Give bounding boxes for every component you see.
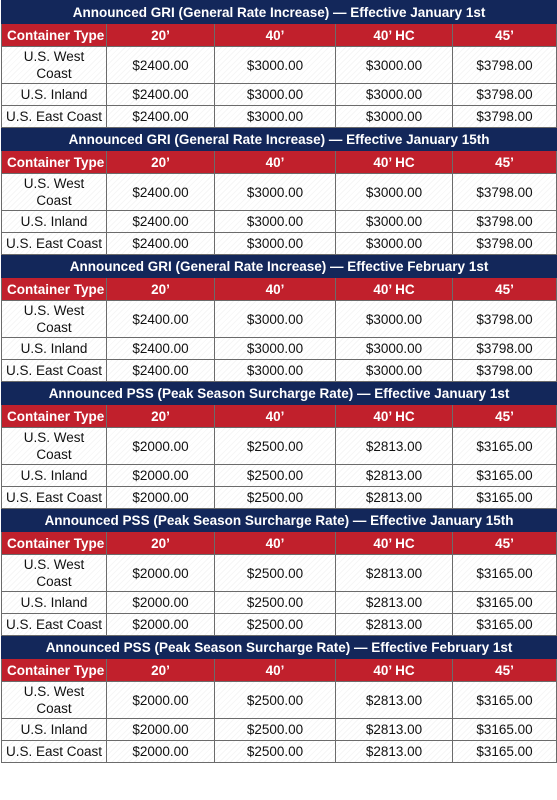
column-header-container-type: Container Type [2,151,107,174]
header-row [2,532,557,555]
column-header-20ft: 20’ [107,151,215,174]
table-row [2,233,557,255]
rate-cell-40ft-hc: $3000.00 [336,106,453,128]
column-header-40ft-hc: 40’ HC [336,278,453,301]
table-row [2,592,557,614]
rate-cell-40ft-hc: $3000.00 [336,84,453,106]
rate-cell-45ft: $3798.00 [453,174,557,211]
rate-cell-40ft: $2500.00 [215,465,336,487]
rate-cell-45ft: $3798.00 [453,211,557,233]
rate-cell-40ft: $2500.00 [215,555,336,592]
rate-cell-40ft: $3000.00 [215,47,336,84]
column-header-40ft-hc: 40’ HC [336,24,453,47]
rate-cell-40ft-hc: $2813.00 [336,614,453,636]
rate-cell-40ft-hc: $2813.00 [336,592,453,614]
rate-cell-20ft: $2000.00 [107,614,215,636]
rate-cell-40ft-hc: $2813.00 [336,487,453,509]
rate-cell-40ft: $2500.00 [215,682,336,719]
region-cell: U.S. Inland [2,338,107,360]
region-cell: U.S. East Coast [2,106,107,128]
section-title-row [2,382,557,405]
rate-cell-40ft: $2500.00 [215,487,336,509]
section-title: Announced GRI (General Rate Increase) — Effective February 1st [2,255,557,278]
region-cell: U.S. East Coast [2,360,107,382]
rate-cell-20ft: $2400.00 [107,211,215,233]
rate-cell-45ft: $3165.00 [453,487,557,509]
region-cell: U.S. East Coast [2,741,107,763]
rate-cell-20ft: $2400.00 [107,106,215,128]
rate-cell-40ft: $3000.00 [215,84,336,106]
rate-cell-45ft: $3798.00 [453,106,557,128]
table-row [2,682,557,719]
rate-cell-45ft: $3798.00 [453,301,557,338]
rate-cell-20ft: $2400.00 [107,338,215,360]
rate-cell-45ft: $3798.00 [453,360,557,382]
rate-cell-40ft-hc: $3000.00 [336,360,453,382]
region-cell: U.S. East Coast [2,614,107,636]
rate-cell-40ft: $2500.00 [215,614,336,636]
section-title-row [2,636,557,659]
column-header-container-type: Container Type [2,659,107,682]
section-title-row [2,128,557,151]
column-header-45ft: 45’ [453,151,557,174]
region-cell: U.S. West Coast [2,555,107,592]
rate-cell-40ft-hc: $2813.00 [336,682,453,719]
rate-cell-20ft: $2400.00 [107,233,215,255]
rate-cell-40ft: $2500.00 [215,741,336,763]
header-row [2,405,557,428]
rate-cell-20ft: $2400.00 [107,301,215,338]
table-row [2,174,557,211]
column-header-45ft: 45’ [453,405,557,428]
rate-cell-20ft: $2000.00 [107,719,215,741]
region-cell: U.S. Inland [2,84,107,106]
column-header-20ft: 20’ [107,278,215,301]
region-cell: U.S. West Coast [2,428,107,465]
rate-cell-40ft: $2500.00 [215,428,336,465]
rate-table-body [2,1,557,763]
rate-cell-45ft: $3165.00 [453,465,557,487]
rate-cell-40ft: $3000.00 [215,338,336,360]
rate-cell-40ft: $3000.00 [215,106,336,128]
rate-cell-45ft: $3798.00 [453,338,557,360]
rate-cell-40ft-hc: $2813.00 [336,719,453,741]
rate-cell-40ft: $2500.00 [215,592,336,614]
table-row [2,47,557,84]
column-header-40ft: 40’ [215,24,336,47]
rate-cell-20ft: $2400.00 [107,84,215,106]
column-header-45ft: 45’ [453,532,557,555]
table-row [2,555,557,592]
rate-cell-45ft: $3798.00 [453,84,557,106]
rate-cell-40ft: $3000.00 [215,301,336,338]
table-row [2,614,557,636]
rate-cell-20ft: $2400.00 [107,174,215,211]
region-cell: U.S. Inland [2,465,107,487]
rate-cell-45ft: $3798.00 [453,233,557,255]
rate-cell-45ft: $3165.00 [453,682,557,719]
rate-cell-20ft: $2000.00 [107,592,215,614]
rate-cell-40ft: $3000.00 [215,211,336,233]
section-title-row [2,1,557,24]
rate-cell-40ft-hc: $2813.00 [336,741,453,763]
rate-cell-40ft-hc: $2813.00 [336,428,453,465]
section-title: Announced GRI (General Rate Increase) — Effective January 15th [2,128,557,151]
rate-cell-40ft-hc: $3000.00 [336,47,453,84]
rate-cell-40ft-hc: $2813.00 [336,465,453,487]
column-header-40ft: 40’ [215,151,336,174]
table-row [2,211,557,233]
section-title: Announced GRI (General Rate Increase) — Effective January 1st [2,1,557,24]
table-row [2,338,557,360]
rate-cell-40ft-hc: $3000.00 [336,233,453,255]
table-row [2,487,557,509]
rate-cell-20ft: $2000.00 [107,465,215,487]
table-row [2,465,557,487]
section-title: Announced PSS (Peak Season Surcharge Rate) — Effective January 15th [2,509,557,532]
header-row [2,24,557,47]
column-header-40ft-hc: 40’ HC [336,151,453,174]
rate-cell-40ft: $3000.00 [215,233,336,255]
column-header-45ft: 45’ [453,278,557,301]
region-cell: U.S. West Coast [2,301,107,338]
column-header-20ft: 20’ [107,659,215,682]
rate-cell-40ft: $3000.00 [215,360,336,382]
rate-cell-40ft-hc: $3000.00 [336,301,453,338]
section-title: Announced PSS (Peak Season Surcharge Rate) — Effective February 1st [2,636,557,659]
rate-cell-40ft-hc: $3000.00 [336,174,453,211]
region-cell: U.S. East Coast [2,233,107,255]
region-cell: U.S. West Coast [2,47,107,84]
rate-cell-20ft: $2000.00 [107,741,215,763]
table-row [2,741,557,763]
rate-cell-20ft: $2000.00 [107,682,215,719]
section-title-row [2,509,557,532]
table-row [2,106,557,128]
column-header-40ft-hc: 40’ HC [336,659,453,682]
column-header-40ft: 40’ [215,532,336,555]
header-row [2,151,557,174]
rate-cell-45ft: $3165.00 [453,555,557,592]
rate-cell-40ft-hc: $2813.00 [336,555,453,592]
rate-cell-45ft: $3165.00 [453,741,557,763]
rate-cell-20ft: $2000.00 [107,428,215,465]
region-cell: U.S. West Coast [2,682,107,719]
column-header-40ft: 40’ [215,405,336,428]
region-cell: U.S. Inland [2,211,107,233]
rate-cell-40ft: $2500.00 [215,719,336,741]
rate-cell-40ft-hc: $3000.00 [336,211,453,233]
table-row [2,428,557,465]
table-row [2,360,557,382]
section-title-row [2,255,557,278]
column-header-20ft: 20’ [107,532,215,555]
rate-cell-45ft: $3798.00 [453,47,557,84]
column-header-20ft: 20’ [107,24,215,47]
rate-cell-40ft-hc: $3000.00 [336,338,453,360]
column-header-40ft: 40’ [215,659,336,682]
column-header-container-type: Container Type [2,24,107,47]
rate-cell-45ft: $3165.00 [453,428,557,465]
region-cell: U.S. Inland [2,592,107,614]
region-cell: U.S. Inland [2,719,107,741]
rate-table [1,0,557,763]
section-title: Announced PSS (Peak Season Surcharge Rate) — Effective January 1st [2,382,557,405]
column-header-45ft: 45’ [453,659,557,682]
rate-cell-20ft: $2000.00 [107,555,215,592]
column-header-45ft: 45’ [453,24,557,47]
table-row [2,84,557,106]
column-header-container-type: Container Type [2,532,107,555]
header-row [2,278,557,301]
table-row [2,719,557,741]
column-header-container-type: Container Type [2,405,107,428]
region-cell: U.S. West Coast [2,174,107,211]
column-header-40ft: 40’ [215,278,336,301]
column-header-40ft-hc: 40’ HC [336,532,453,555]
rate-cell-45ft: $3165.00 [453,592,557,614]
rate-cell-20ft: $2000.00 [107,487,215,509]
header-row [2,659,557,682]
column-header-40ft-hc: 40’ HC [336,405,453,428]
rate-cell-40ft: $3000.00 [215,174,336,211]
rate-tables [1,0,556,763]
rate-cell-20ft: $2400.00 [107,47,215,84]
column-header-20ft: 20’ [107,405,215,428]
region-cell: U.S. East Coast [2,487,107,509]
table-row [2,301,557,338]
rate-cell-20ft: $2400.00 [107,360,215,382]
column-header-container-type: Container Type [2,278,107,301]
rate-cell-45ft: $3165.00 [453,719,557,741]
rate-cell-45ft: $3165.00 [453,614,557,636]
